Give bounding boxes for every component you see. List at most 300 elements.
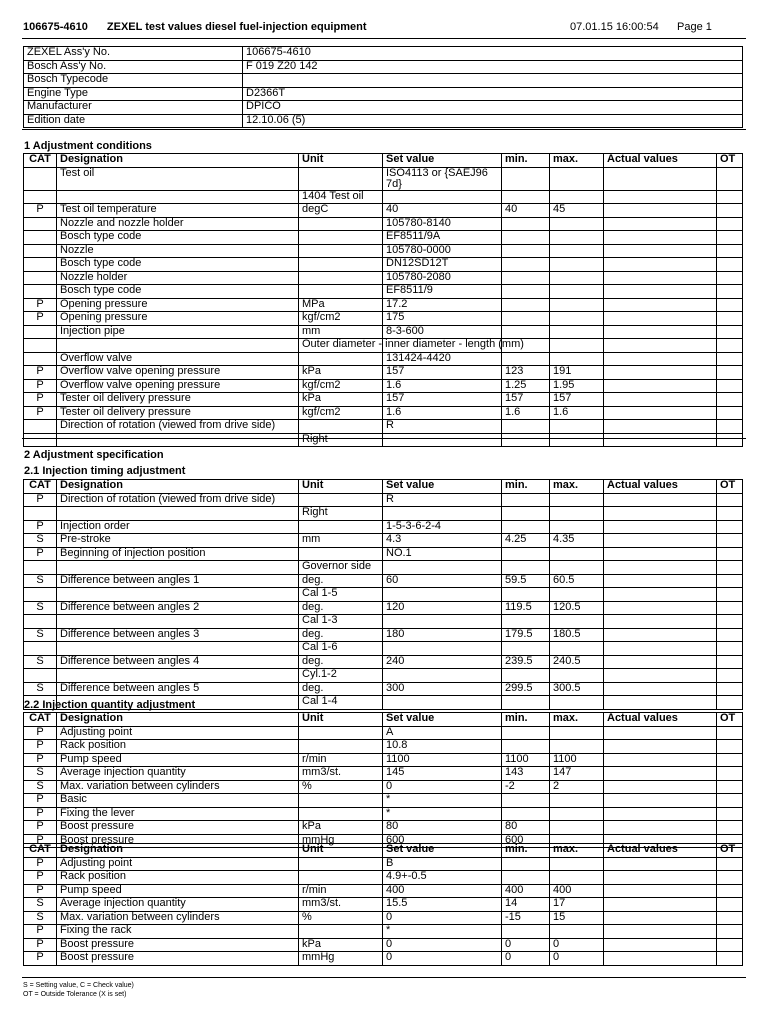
- designation-cell: [57, 642, 299, 656]
- min-cell: 80: [502, 821, 550, 835]
- ot-cell: [717, 669, 743, 683]
- ot-cell: [717, 655, 743, 669]
- max-cell: 2: [550, 780, 604, 794]
- cat-cell: P: [24, 834, 57, 848]
- table-row: [24, 898, 743, 912]
- max-cell: [550, 285, 604, 299]
- min-cell: [502, 669, 550, 683]
- unit-cell: Right: [299, 507, 383, 521]
- min-cell: 299.5: [502, 682, 550, 696]
- info-value: F 019 Z20 142: [243, 60, 743, 74]
- set-value-cell: 4.9+-0.5: [383, 871, 502, 885]
- max-cell: [550, 244, 604, 258]
- column-header: min.: [502, 154, 550, 168]
- max-cell: [550, 258, 604, 272]
- unit-cell: [299, 352, 383, 366]
- cat-cell: P: [24, 871, 57, 885]
- unit-cell: [299, 493, 383, 507]
- table-row: [24, 406, 743, 420]
- set-value-cell: 157: [383, 366, 502, 380]
- set-value-cell: B: [383, 857, 502, 871]
- set-value-cell: [383, 696, 502, 710]
- designation-cell: Bosch type code: [57, 285, 299, 299]
- max-cell: [550, 588, 604, 602]
- actual-values-cell: [604, 884, 717, 898]
- min-cell: 600: [502, 834, 550, 848]
- designation-cell: [57, 588, 299, 602]
- min-cell: [502, 794, 550, 808]
- info-label: ZEXEL Ass'y No.: [24, 47, 243, 61]
- designation-cell: [57, 561, 299, 575]
- cat-cell: [24, 271, 57, 285]
- max-cell: 0: [550, 938, 604, 952]
- info-value: DPICO: [243, 101, 743, 115]
- actual-values-cell: [604, 258, 717, 272]
- table-row: [24, 628, 743, 642]
- cat-cell: [24, 588, 57, 602]
- table-row: [24, 258, 743, 272]
- max-cell: [550, 547, 604, 561]
- table-row: [24, 682, 743, 696]
- designation-cell: Pump speed: [57, 884, 299, 898]
- min-cell: 0: [502, 938, 550, 952]
- actual-values-cell: [604, 547, 717, 561]
- unit-cell: deg.: [299, 574, 383, 588]
- designation-cell: Average injection quantity: [57, 898, 299, 912]
- ot-cell: [717, 325, 743, 339]
- max-cell: 60.5: [550, 574, 604, 588]
- designation-cell: Rack position: [57, 740, 299, 754]
- ot-cell: [717, 217, 743, 231]
- cat-cell: S: [24, 911, 57, 925]
- ot-cell: [717, 601, 743, 615]
- cat-cell: P: [24, 547, 57, 561]
- table-row: [24, 821, 743, 835]
- actual-values-cell: [604, 642, 717, 656]
- doc-id: 106675-4610: [23, 21, 88, 33]
- column-header: OT: [717, 844, 743, 858]
- set-value-cell: 300: [383, 682, 502, 696]
- designation-cell: Nozzle and nozzle holder: [57, 217, 299, 231]
- max-cell: 0: [550, 952, 604, 966]
- actual-values-cell: [604, 167, 717, 190]
- info-value: 106675-4610: [243, 47, 743, 61]
- section-rule-2: [22, 438, 746, 439]
- unit-cell: deg.: [299, 628, 383, 642]
- set-value-cell: 180: [383, 628, 502, 642]
- table-row: [24, 615, 743, 629]
- actual-values-cell: [604, 898, 717, 912]
- ot-cell: [717, 911, 743, 925]
- actual-values-cell: [604, 244, 717, 258]
- cat-cell: P: [24, 952, 57, 966]
- max-cell: [550, 821, 604, 835]
- unit-cell: r/min: [299, 753, 383, 767]
- min-cell: [502, 520, 550, 534]
- set-value-cell: 1100: [383, 753, 502, 767]
- column-header: Unit: [299, 713, 383, 727]
- cat-cell: S: [24, 601, 57, 615]
- max-cell: [550, 433, 604, 447]
- set-value-cell: ISO4113 or {SAEJ96 7d}: [383, 167, 502, 190]
- column-header: CAT: [24, 154, 57, 168]
- column-header: Set value: [383, 480, 502, 494]
- table-row: [24, 574, 743, 588]
- table-row: [24, 780, 743, 794]
- set-value-cell: 105780-2080: [383, 271, 502, 285]
- cat-cell: P: [24, 204, 57, 218]
- unit-cell: [299, 857, 383, 871]
- actual-values-cell: [604, 352, 717, 366]
- cat-cell: [24, 420, 57, 434]
- min-cell: 400: [502, 884, 550, 898]
- column-header-row: [24, 713, 743, 727]
- table-row: [24, 871, 743, 885]
- max-cell: [550, 740, 604, 754]
- min-cell: 4.25: [502, 534, 550, 548]
- max-cell: 157: [550, 393, 604, 407]
- ot-cell: [717, 352, 743, 366]
- table-row: [24, 507, 743, 521]
- table-row: [24, 271, 743, 285]
- max-cell: [550, 615, 604, 629]
- cat-cell: [24, 507, 57, 521]
- unit-cell: [299, 520, 383, 534]
- min-cell: [502, 190, 550, 204]
- set-value-cell: [383, 433, 502, 447]
- designation-cell: Difference between angles 1: [57, 574, 299, 588]
- actual-values-cell: [604, 406, 717, 420]
- unit-cell: %: [299, 780, 383, 794]
- unit-cell: kgf/cm2: [299, 379, 383, 393]
- max-cell: 1.6: [550, 406, 604, 420]
- table-row: [24, 952, 743, 966]
- cat-cell: P: [24, 520, 57, 534]
- actual-values-cell: [604, 493, 717, 507]
- max-cell: [550, 271, 604, 285]
- min-cell: [502, 561, 550, 575]
- actual-values-cell: [604, 767, 717, 781]
- actual-values-cell: [604, 794, 717, 808]
- min-cell: [502, 352, 550, 366]
- info-label: Bosch Ass'y No.: [24, 60, 243, 74]
- designation-cell: [57, 615, 299, 629]
- unit-cell: deg.: [299, 655, 383, 669]
- info-row: [24, 114, 743, 128]
- table-row: [24, 420, 743, 434]
- cat-cell: [24, 615, 57, 629]
- table-row: [24, 534, 743, 548]
- designation-cell: [57, 190, 299, 204]
- info-label: Bosch Typecode: [24, 74, 243, 88]
- actual-values-cell: [604, 952, 717, 966]
- cat-cell: [24, 561, 57, 575]
- column-header: max.: [550, 480, 604, 494]
- min-cell: [502, 244, 550, 258]
- max-cell: [550, 493, 604, 507]
- table-row: [24, 601, 743, 615]
- max-cell: [550, 312, 604, 326]
- min-cell: [502, 298, 550, 312]
- max-cell: [550, 726, 604, 740]
- actual-values-cell: [604, 807, 717, 821]
- ot-cell: [717, 682, 743, 696]
- min-cell: [502, 271, 550, 285]
- unit-cell: kPa: [299, 393, 383, 407]
- max-cell: [550, 190, 604, 204]
- max-cell: 191: [550, 366, 604, 380]
- cat-cell: P: [24, 406, 57, 420]
- column-header: Designation: [57, 480, 299, 494]
- cat-cell: S: [24, 628, 57, 642]
- section-title-2-2: 2.2 Injection quantity adjustment: [24, 699, 196, 711]
- actual-values-cell: [604, 231, 717, 245]
- set-value-cell: 0: [383, 780, 502, 794]
- table-row: [24, 393, 743, 407]
- cat-cell: S: [24, 655, 57, 669]
- min-cell: [502, 615, 550, 629]
- table-row: [24, 588, 743, 602]
- max-cell: [550, 167, 604, 190]
- set-value-cell: NO.1: [383, 547, 502, 561]
- section-title-2-1: 2.1 Injection timing adjustment: [24, 465, 186, 477]
- max-cell: [550, 231, 604, 245]
- set-value-cell: EF8511/9: [383, 285, 502, 299]
- unit-cell: kPa: [299, 366, 383, 380]
- designation-cell: Pre-stroke: [57, 534, 299, 548]
- ot-cell: [717, 379, 743, 393]
- actual-values-cell: [604, 655, 717, 669]
- designation-cell: Boost pressure: [57, 938, 299, 952]
- unit-cell: r/min: [299, 884, 383, 898]
- page-number: Page 1: [677, 21, 712, 33]
- table-row: [24, 366, 743, 380]
- info-row: [24, 101, 743, 115]
- min-cell: 157: [502, 393, 550, 407]
- cat-cell: S: [24, 767, 57, 781]
- set-value-cell: 4.3: [383, 534, 502, 548]
- set-value-cell: *: [383, 794, 502, 808]
- table-row: [24, 938, 743, 952]
- column-header: Unit: [299, 480, 383, 494]
- ot-cell: [717, 952, 743, 966]
- max-cell: 15: [550, 911, 604, 925]
- unit-cell: 1404 Test oil: [299, 190, 383, 204]
- column-header: Designation: [57, 844, 299, 858]
- ot-cell: [717, 167, 743, 190]
- cat-cell: S: [24, 780, 57, 794]
- info-label: Edition date: [24, 114, 243, 128]
- unit-cell: [299, 740, 383, 754]
- header-rule: [22, 38, 746, 39]
- assembly-info-table: [23, 46, 743, 128]
- min-cell: [502, 433, 550, 447]
- actual-values-cell: [604, 520, 717, 534]
- designation-cell: Difference between angles 4: [57, 655, 299, 669]
- unit-cell: MPa: [299, 298, 383, 312]
- section-title-2: 2 Adjustment specification: [24, 449, 164, 461]
- designation-cell: [57, 433, 299, 447]
- unit-cell: deg.: [299, 601, 383, 615]
- max-cell: [550, 696, 604, 710]
- designation-cell: Boost pressure: [57, 952, 299, 966]
- set-value-cell: 600: [383, 834, 502, 848]
- cat-cell: P: [24, 393, 57, 407]
- max-cell: [550, 520, 604, 534]
- set-value-cell: [383, 190, 502, 204]
- actual-values-cell: [604, 393, 717, 407]
- ot-cell: [717, 821, 743, 835]
- unit-cell: [299, 420, 383, 434]
- max-cell: 300.5: [550, 682, 604, 696]
- cat-cell: P: [24, 807, 57, 821]
- designation-cell: Basic: [57, 794, 299, 808]
- unit-cell: [299, 871, 383, 885]
- page-header: [23, 21, 745, 35]
- max-cell: 400: [550, 884, 604, 898]
- set-value-cell: 8-3-600: [383, 325, 502, 339]
- designation-cell: Boost pressure: [57, 821, 299, 835]
- ot-cell: [717, 588, 743, 602]
- ot-cell: [717, 507, 743, 521]
- actual-values-cell: [604, 753, 717, 767]
- designation-cell: Overflow valve: [57, 352, 299, 366]
- cat-cell: [24, 190, 57, 204]
- unit-cell: kPa: [299, 821, 383, 835]
- designation-cell: Overflow valve opening pressure: [57, 379, 299, 393]
- min-cell: [502, 547, 550, 561]
- column-header: max.: [550, 844, 604, 858]
- set-value-cell: R: [383, 420, 502, 434]
- cat-cell: [24, 352, 57, 366]
- ot-cell: [717, 780, 743, 794]
- min-cell: 179.5: [502, 628, 550, 642]
- min-cell: 1100: [502, 753, 550, 767]
- table-row: [24, 379, 743, 393]
- table-row: [24, 740, 743, 754]
- print-datetime: 07.01.15 16:00:54: [570, 21, 659, 33]
- cat-cell: [24, 669, 57, 683]
- actual-values-cell: [604, 588, 717, 602]
- ot-cell: [717, 520, 743, 534]
- column-header: Actual values: [604, 844, 717, 858]
- cat-cell: [24, 642, 57, 656]
- ot-cell: [717, 271, 743, 285]
- cat-cell: P: [24, 925, 57, 939]
- max-cell: [550, 561, 604, 575]
- column-header: OT: [717, 154, 743, 168]
- actual-values-cell: [604, 857, 717, 871]
- table-row: [24, 493, 743, 507]
- designation-cell: Test oil temperature: [57, 204, 299, 218]
- column-header: Actual values: [604, 154, 717, 168]
- set-value-cell: R: [383, 493, 502, 507]
- actual-values-cell: [604, 325, 717, 339]
- unit-cell: mmHg: [299, 834, 383, 848]
- ot-cell: [717, 204, 743, 218]
- max-cell: 1100: [550, 753, 604, 767]
- table-row: [24, 669, 743, 683]
- set-value-cell: [383, 588, 502, 602]
- column-header: OT: [717, 713, 743, 727]
- ot-cell: [717, 393, 743, 407]
- set-value-cell: 145: [383, 767, 502, 781]
- table-row: [24, 794, 743, 808]
- designation-cell: Fixing the rack: [57, 925, 299, 939]
- designation-cell: Tester oil delivery pressure: [57, 406, 299, 420]
- max-cell: [550, 352, 604, 366]
- min-cell: 59.5: [502, 574, 550, 588]
- max-cell: [550, 871, 604, 885]
- unit-cell: Right: [299, 433, 383, 447]
- header-title-block: [23, 21, 383, 33]
- ot-cell: [717, 740, 743, 754]
- cat-cell: P: [24, 740, 57, 754]
- actual-values-cell: [604, 696, 717, 710]
- ot-cell: [717, 857, 743, 871]
- set-value-cell: DN12SD12T: [383, 258, 502, 272]
- ot-cell: [717, 561, 743, 575]
- max-cell: [550, 925, 604, 939]
- set-value-cell: 400: [383, 884, 502, 898]
- cat-cell: [24, 285, 57, 299]
- actual-values-cell: [604, 339, 717, 353]
- actual-values-cell: [604, 925, 717, 939]
- designation-cell: Direction of rotation (viewed from drive side): [57, 420, 299, 434]
- unit-cell: Outer diameter - inner diameter - length (mm): [299, 339, 383, 353]
- actual-values-cell: [604, 601, 717, 615]
- min-cell: 0: [502, 952, 550, 966]
- set-value-cell: 120: [383, 601, 502, 615]
- column-header: Designation: [57, 154, 299, 168]
- column-header: CAT: [24, 713, 57, 727]
- section-title-1: 1 Adjustment conditions: [24, 140, 152, 152]
- column-header: max.: [550, 713, 604, 727]
- min-cell: [502, 726, 550, 740]
- actual-values-cell: [604, 433, 717, 447]
- table-row: [24, 655, 743, 669]
- designation-cell: Adjusting point: [57, 726, 299, 740]
- actual-values-cell: [604, 669, 717, 683]
- table-row: [24, 285, 743, 299]
- unit-cell: degC: [299, 204, 383, 218]
- cat-cell: S: [24, 682, 57, 696]
- set-value-cell: 0: [383, 911, 502, 925]
- table-row: [24, 204, 743, 218]
- unit-cell: kgf/cm2: [299, 312, 383, 326]
- cat-cell: P: [24, 753, 57, 767]
- footer-rule: [22, 977, 746, 978]
- actual-values-cell: [604, 574, 717, 588]
- column-header: OT: [717, 480, 743, 494]
- actual-values-cell: [604, 366, 717, 380]
- min-cell: -2: [502, 780, 550, 794]
- ot-cell: [717, 794, 743, 808]
- ot-cell: [717, 339, 743, 353]
- min-cell: 40: [502, 204, 550, 218]
- unit-cell: [299, 258, 383, 272]
- column-header: min.: [502, 844, 550, 858]
- column-header: Set value: [383, 844, 502, 858]
- designation-cell: Pump speed: [57, 753, 299, 767]
- cat-cell: [24, 325, 57, 339]
- set-value-cell: 175: [383, 312, 502, 326]
- ot-cell: [717, 615, 743, 629]
- designation-cell: Injection order: [57, 520, 299, 534]
- unit-cell: [299, 217, 383, 231]
- table-row: [24, 767, 743, 781]
- footer-line-2: OT = Outside Tolerance (X is set): [23, 991, 127, 998]
